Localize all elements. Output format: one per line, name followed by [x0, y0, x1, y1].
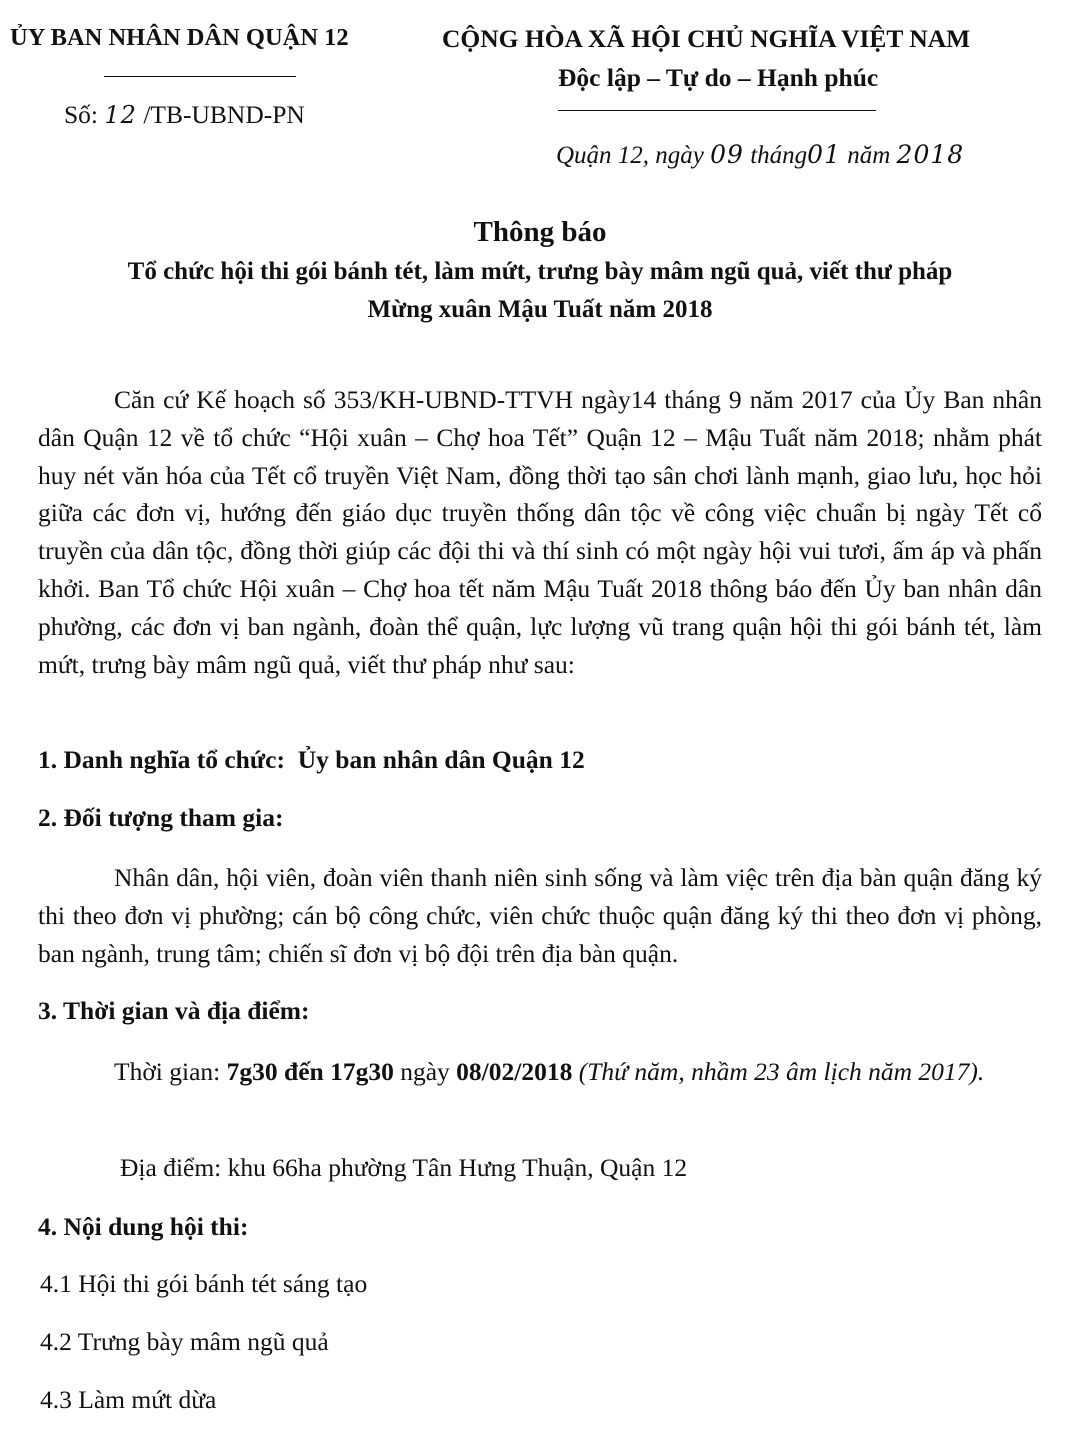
date-month: 01	[807, 140, 841, 169]
time-day-word: ngày	[400, 1057, 450, 1086]
section-3-time	[38, 1053, 1042, 1091]
time-note: (Thứ năm, nhầm 23 âm lịch năm 2017).	[578, 1057, 985, 1086]
document-title: Thông báo	[473, 216, 607, 248]
national-motto: Độc lập – Tự do – Hạnh phúc	[558, 63, 879, 92]
section-2-body: Nhân dân, hội viên, đoàn viên thanh niên sinh sống và làm việc trên địa bàn quận đăng ký thi theo đơn vị phường; cán bộ công chức, viên chức thuộc quận đăng ký thi theo đơn vị phòng, ban ngành, trung tâm; chiến sĩ đơn vị bộ đội trên địa bàn quận.	[38, 863, 1042, 968]
list-item: 4.3 Làm mứt dừa	[40, 1385, 217, 1414]
issuing-authority: ỦY BAN NHÂN DÂN QUẬN 12	[10, 24, 349, 51]
date-year: 2018	[896, 140, 965, 169]
number-value: 12	[104, 101, 137, 129]
section-1	[38, 745, 585, 775]
date-year-label: năm	[847, 142, 891, 169]
number-suffix: /TB-UBND-PN	[143, 100, 305, 129]
document-subject-line-1: Tổ chức hội thi gói bánh tét, làm mứt, trưng bày mâm ngũ quả, viết thư pháp	[127, 258, 953, 285]
time-label: Thời gian:	[114, 1057, 221, 1086]
authority-underline	[104, 76, 296, 77]
motto-underline	[558, 110, 876, 111]
date-month-label: tháng	[750, 142, 808, 169]
intro-paragraph: Căn cứ Kế hoạch số 353/KH-UBND-TTVH ngày14 tháng 9 năm 2017 của Ủy Ban nhân dân Quận 12 về tổ chức “Hội xuân – Chợ hoa Tết” Quận 12 – Mậu Tuất năm 2018; nhằm phát huy nét văn hóa của Tết cổ truyền Việt Nam, đồng thời tạo sân chơi lành mạnh, giao lưu, học hỏi giữa các đơn vị, hướng đến giáo dục truyền thống dân tộc về công việc chuẩn bị ngày Tết cổ truyền của dân tộc, đồng thời giúp các đội thi và thí sinh có một ngày hội vui tươi, ấm áp và phấn khởi. Ban Tổ chức Hội xuân – Chợ hoa tết năm Mậu Tuất 2018 thông báo đến Ủy ban nhân dân phường, các đơn vị ban ngành, đoàn thể quận, lực lượng vũ trang quận hội thi gói bánh tét, làm mứt, trưng bày mâm ngũ quả, viết thư pháp như sau:	[38, 385, 1042, 679]
section-1-heading: 1. Danh nghĩa tổ chức:	[38, 745, 285, 774]
list-item: 4.1 Hội thi gói bánh tét sáng tạo	[40, 1269, 368, 1298]
date-line	[556, 140, 964, 170]
number-prefix: Số:	[64, 100, 99, 129]
time-date: 08/02/2018	[456, 1057, 573, 1086]
document-subject-line-2: Mừng xuân Mậu Tuất năm 2018	[367, 296, 713, 323]
section-1-value: Ủy ban nhân dân Quận 12	[297, 745, 585, 774]
time-range: 7g30 đến 17g30	[226, 1057, 394, 1086]
document-number	[64, 100, 305, 130]
date-day: 09	[710, 140, 744, 169]
list-item: 4.2 Trưng bày mâm ngũ quả	[40, 1327, 329, 1356]
section-3-heading: 3. Thời gian và địa điểm:	[38, 996, 310, 1025]
section-3-location: Địa điểm: khu 66ha phường Tân Hưng Thuận, Quận 12	[120, 1153, 688, 1182]
section-4-heading: 4. Nội dung hội thi:	[38, 1212, 249, 1241]
date-place: Quận 12, ngày	[556, 142, 704, 169]
national-title: CỘNG HÒA XÃ HỘI CHỦ NGHĨA VIỆT NAM	[442, 24, 971, 53]
section-2-heading: 2. Đối tượng tham gia:	[38, 803, 284, 832]
